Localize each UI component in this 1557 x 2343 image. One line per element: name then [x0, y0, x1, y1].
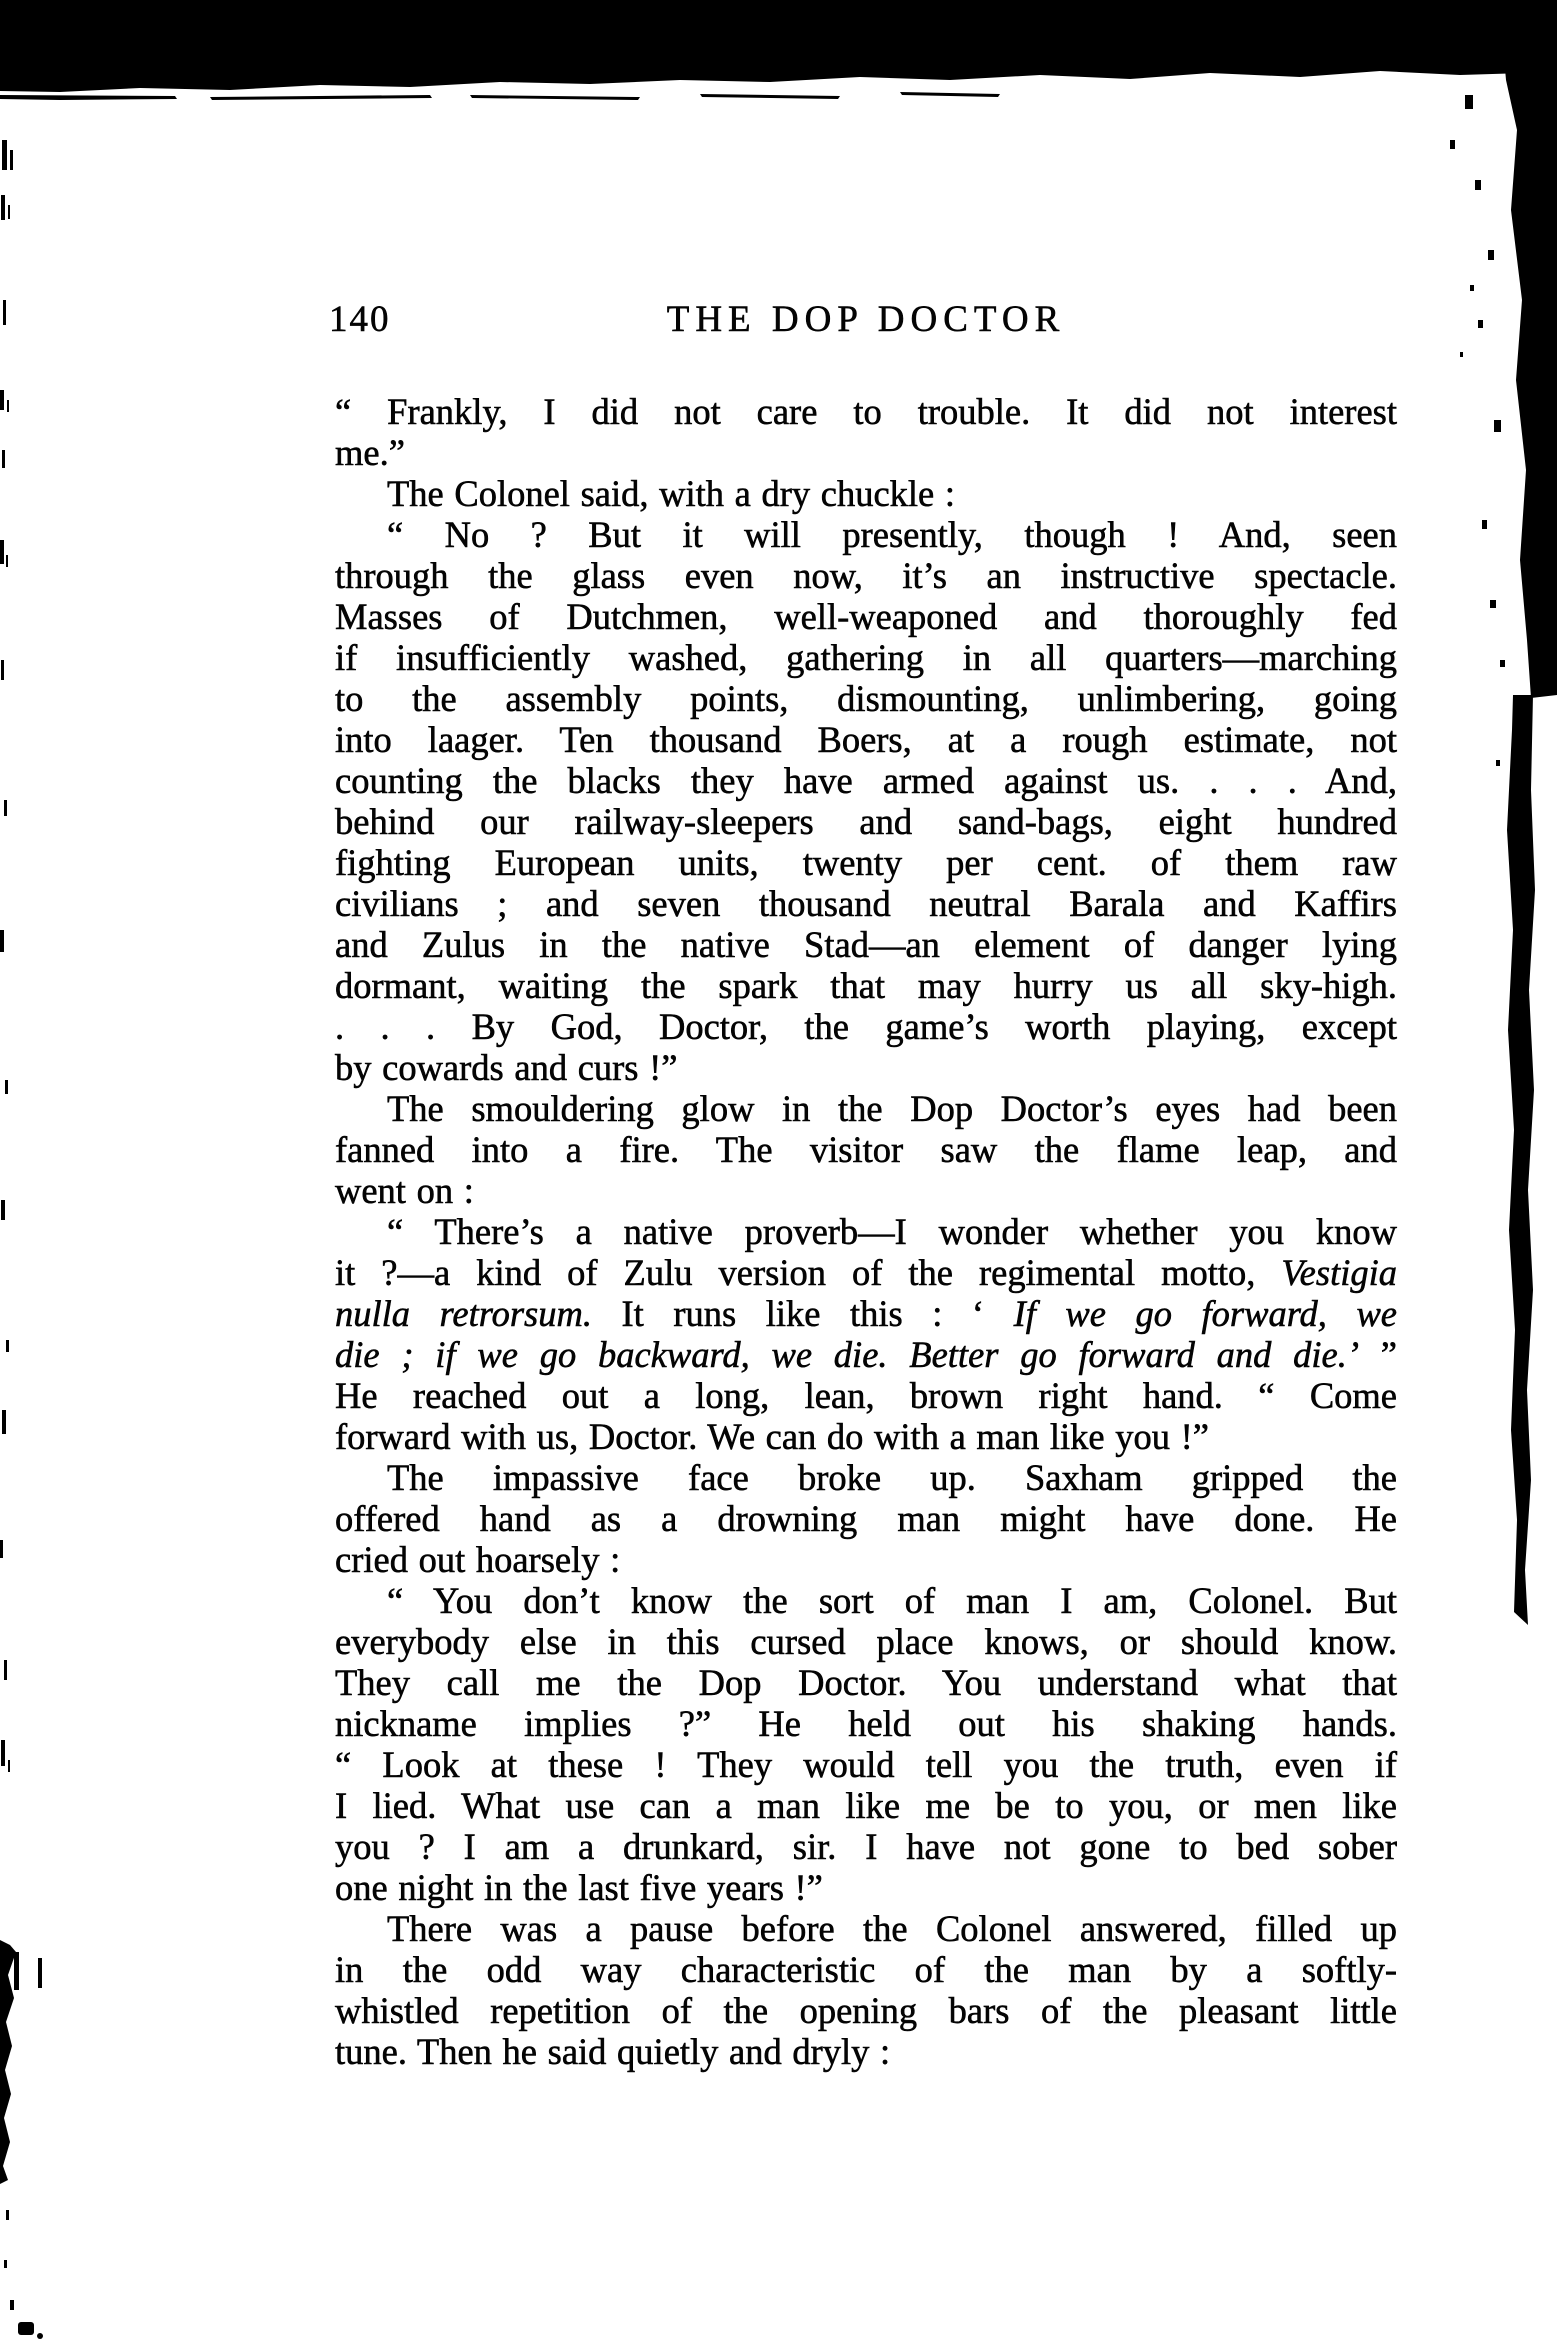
text-line: nulla retrorsum. It runs like this : ‘ If we go forward, we [335, 1293, 1397, 1334]
text-line: “ There’s a native proverb—I wonder whether you know [387, 1211, 1397, 1252]
text-line: He reached out a long, lean, brown right hand. “ Come [335, 1375, 1397, 1416]
text-line: it ?—a kind of Zulu version of the regimental motto, Vestigia [335, 1252, 1397, 1293]
text-line: to the assembly points, dismounting, unlimbering, going [335, 678, 1397, 719]
text-line: I lied. What use can a man like me be to you, or men like [335, 1785, 1397, 1826]
text-line: fighting European units, twenty per cent. of them raw [335, 842, 1397, 883]
text-line: forward with us, Doctor. We can do with a man like you !” [335, 1416, 1209, 1457]
text-line: tune. Then he said quietly and dryly : [335, 2031, 891, 2072]
text-line: everybody else in this cursed place knows, or should know. [335, 1621, 1397, 1662]
page-header [329, 297, 1397, 343]
text-line: The impassive face broke up. Saxham gripped the [387, 1457, 1397, 1498]
text-line: you ? I am a drunkard, sir. I have not gone to bed sober [335, 1826, 1397, 1867]
text-line: one night in the last five years !” [335, 1867, 823, 1908]
scan-artifact-left-blob [0, 1940, 16, 2184]
scan-artifact-top-line [0, 95, 177, 100]
text-line: “ You don’t know the sort of man I am, Colonel. But [387, 1580, 1397, 1621]
text-line: and Zulus in the native Stad—an element of danger lying [335, 924, 1397, 965]
text-line: dormant, waiting the spark that may hurry us all sky-high. [335, 965, 1397, 1006]
scan-artifact-right-band [1504, 57, 1557, 698]
text-line: offered hand as a drowning man might have done. He [335, 1498, 1397, 1539]
scan-artifact-right-strip [1507, 695, 1535, 1625]
text-line: me.” [335, 432, 405, 473]
text-line: “ No ? But it will presently, though ! And, seen [387, 514, 1397, 555]
text-line: civilians ; and seven thousand neutral Barala and Kaffirs [335, 883, 1397, 924]
scan-artifact-left-ticks [0, 140, 13, 1772]
text-line: whistled repetition of the opening bars of the pleasant little [335, 1990, 1397, 2031]
text-line: They call me the Dop Doctor. You understand what that [335, 1662, 1397, 1703]
text-line: die ; if we go backward, we die. Better go forward and die.’ ” [335, 1334, 1397, 1375]
text-line: cried out hoarsely : [335, 1539, 621, 1580]
text-line: went on : [335, 1170, 474, 1211]
text-line: into laager. Ten thousand Boers, at a rough estimate, not [335, 719, 1397, 760]
text-line: “ Look at these ! They would tell you the truth, even if [335, 1744, 1397, 1785]
text-line: “ Frankly, I did not care to trouble. It did not interest [335, 391, 1397, 432]
text-line: . . . By God, Doctor, the game’s worth playing, except [335, 1006, 1397, 1047]
text-line: There was a pause before the Colonel answered, filled up [387, 1908, 1397, 1949]
text-line: if insufficiently washed, gathering in all quarters—marching [335, 637, 1397, 678]
text-line: Masses of Dutchmen, well-weaponed and thoroughly fed [335, 596, 1397, 637]
text-line: counting the blacks they have armed against us. . . . And, [335, 760, 1397, 801]
text-line: by cowards and curs !” [335, 1047, 678, 1088]
text-line: nickname implies ?” He held out his shaking hands. [335, 1703, 1397, 1744]
running-title: THE DOP DOCTOR [666, 299, 1066, 340]
page-number: 140 [329, 299, 391, 340]
text-line: The Colonel said, with a dry chuckle : [387, 473, 955, 514]
text-line: through the glass even now, it’s an instructive spectacle. [335, 555, 1397, 596]
page-body-text [335, 391, 1397, 2072]
text-line: fanned into a fire. The visitor saw the flame leap, and [335, 1129, 1397, 1170]
scan-artifact-top-band [0, 0, 1557, 92]
text-line: behind our railway-sleepers and sand-bags, eight hundred [335, 801, 1397, 842]
text-line: in the odd way characteristic of the man by a softly- [335, 1949, 1397, 1990]
text-line: The smouldering glow in the Dop Doctor’s eyes had been [387, 1088, 1397, 1129]
scan-artifact-right-speckle [1450, 95, 1505, 766]
